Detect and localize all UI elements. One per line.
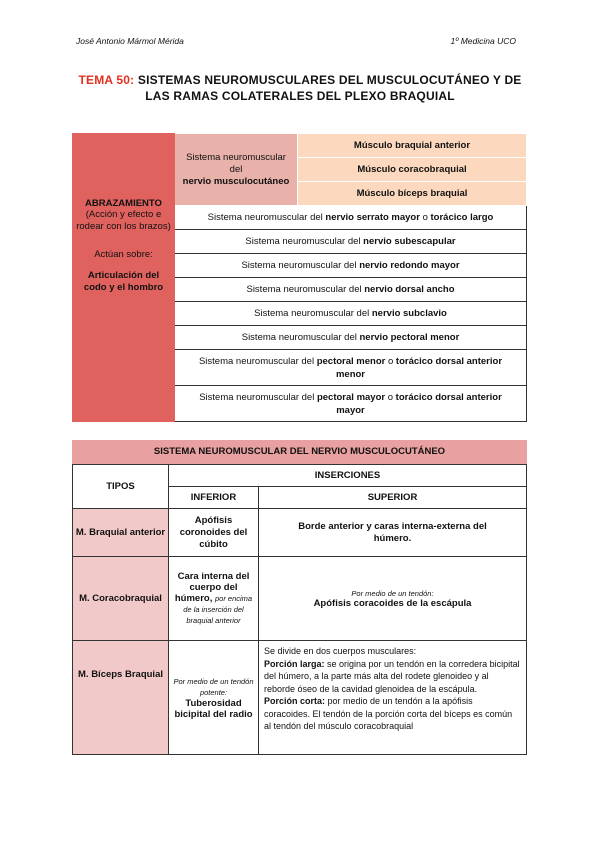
superior-insertion: Borde anterior y caras interna-externa del húmero. — [259, 509, 527, 557]
system-row: Sistema neuromuscular del nervio dorsal ancho — [175, 278, 527, 302]
system-row: Sistema neuromuscular del nervio subescapular — [175, 230, 527, 254]
abrazamiento-cell — [73, 134, 175, 422]
muscle-item: Músculo coracobraquial — [298, 158, 527, 182]
musculocutaneo-cell — [175, 134, 298, 206]
title-line1: SISTEMAS NEUROMUSCULARES DEL MUSCULOCUTÁNEO Y DE — [137, 73, 522, 87]
muscle-item: Músculo bíceps braquial — [298, 182, 527, 206]
table-row — [73, 641, 527, 755]
system-row: Sistema neuromuscular del pectoral menor o torácico dorsal anterior menor — [175, 350, 527, 386]
muscle-name: M. Coracobraquial — [73, 557, 169, 641]
page-title — [70, 72, 530, 104]
col-tipos: TIPOS — [73, 465, 169, 509]
musculocutaneo-bold: nervio musculocutáneo — [182, 175, 290, 187]
superior-insertion: Por medio de un tendón: Apófisis coracoides de la escápula — [259, 557, 527, 641]
musculocutaneo-table — [72, 464, 527, 755]
table-row — [73, 557, 527, 641]
target-joint: Articulación del codo y el hombro — [83, 270, 164, 293]
inferior-insertion: Por medio de un tendón potente: Tuberosidad bicipital del radio — [169, 641, 259, 755]
inferior-insertion: Cara interna del cuerpo del húmero, por encima de la inserción del braquial anterior — [169, 557, 259, 641]
muscle-item: Músculo braquial anterior — [298, 134, 527, 158]
muscle-name: M. Braquial anterior — [73, 509, 169, 557]
header-course: 1º Medicina UCO — [450, 36, 516, 46]
col-inferior: INFERIOR — [169, 487, 259, 509]
system-row: Sistema neuromuscular del nervio serrato mayor o torácico largo — [175, 206, 527, 230]
col-superior: SUPERIOR — [259, 487, 527, 509]
abrazamiento-desc: (Acción y efecto e rodear con los brazos) — [76, 209, 171, 232]
col-inserciones: INSERCIONES — [169, 465, 527, 487]
system-row: Sistema neuromuscular del nervio redondo mayor — [175, 254, 527, 278]
superior-insertion: Se divide en dos cuerpos musculares: Porción larga: se origina por un tendón en la corredera bicipital del húmero, a la parte más alta del rodete glenoideo y al reborde óseo de la cavidad glenoidea de la escápula. Porción corta: por medio de un tendón a la apófisis coracoides. El tendón de la porción corta del bíceps es común al tendón del músculo coracobraquial — [259, 641, 527, 755]
musculocutaneo-prefix: Sistema neuromuscular del — [186, 151, 286, 175]
abrazamiento-table — [72, 133, 527, 422]
system-row: Sistema neuromuscular del pectoral mayor o torácico dorsal anterior mayor — [175, 386, 527, 422]
system-row: Sistema neuromuscular del nervio subclavio — [175, 302, 527, 326]
muscle-name: M. Bíceps Braquial — [73, 641, 169, 755]
musculocutaneo-table-title: SISTEMA NEUROMUSCULAR DEL NERVIO MUSCULOCUTÁNEO — [72, 440, 527, 464]
act-on-label: Actúan sobre: — [94, 249, 153, 260]
abrazamiento-heading: ABRAZAMIENTO — [85, 198, 162, 209]
inferior-insertion: Apófisis coronoides del cúbito — [169, 509, 259, 557]
table-row — [73, 509, 527, 557]
title-line2: LAS RAMAS COLATERALES DEL PLEXO BRAQUIAL — [145, 89, 455, 103]
title-number: TEMA 50: — [78, 73, 135, 87]
header-author: José Antonio Mármol Mérida — [76, 36, 184, 46]
system-row: Sistema neuromuscular del nervio pectoral menor — [175, 326, 527, 350]
